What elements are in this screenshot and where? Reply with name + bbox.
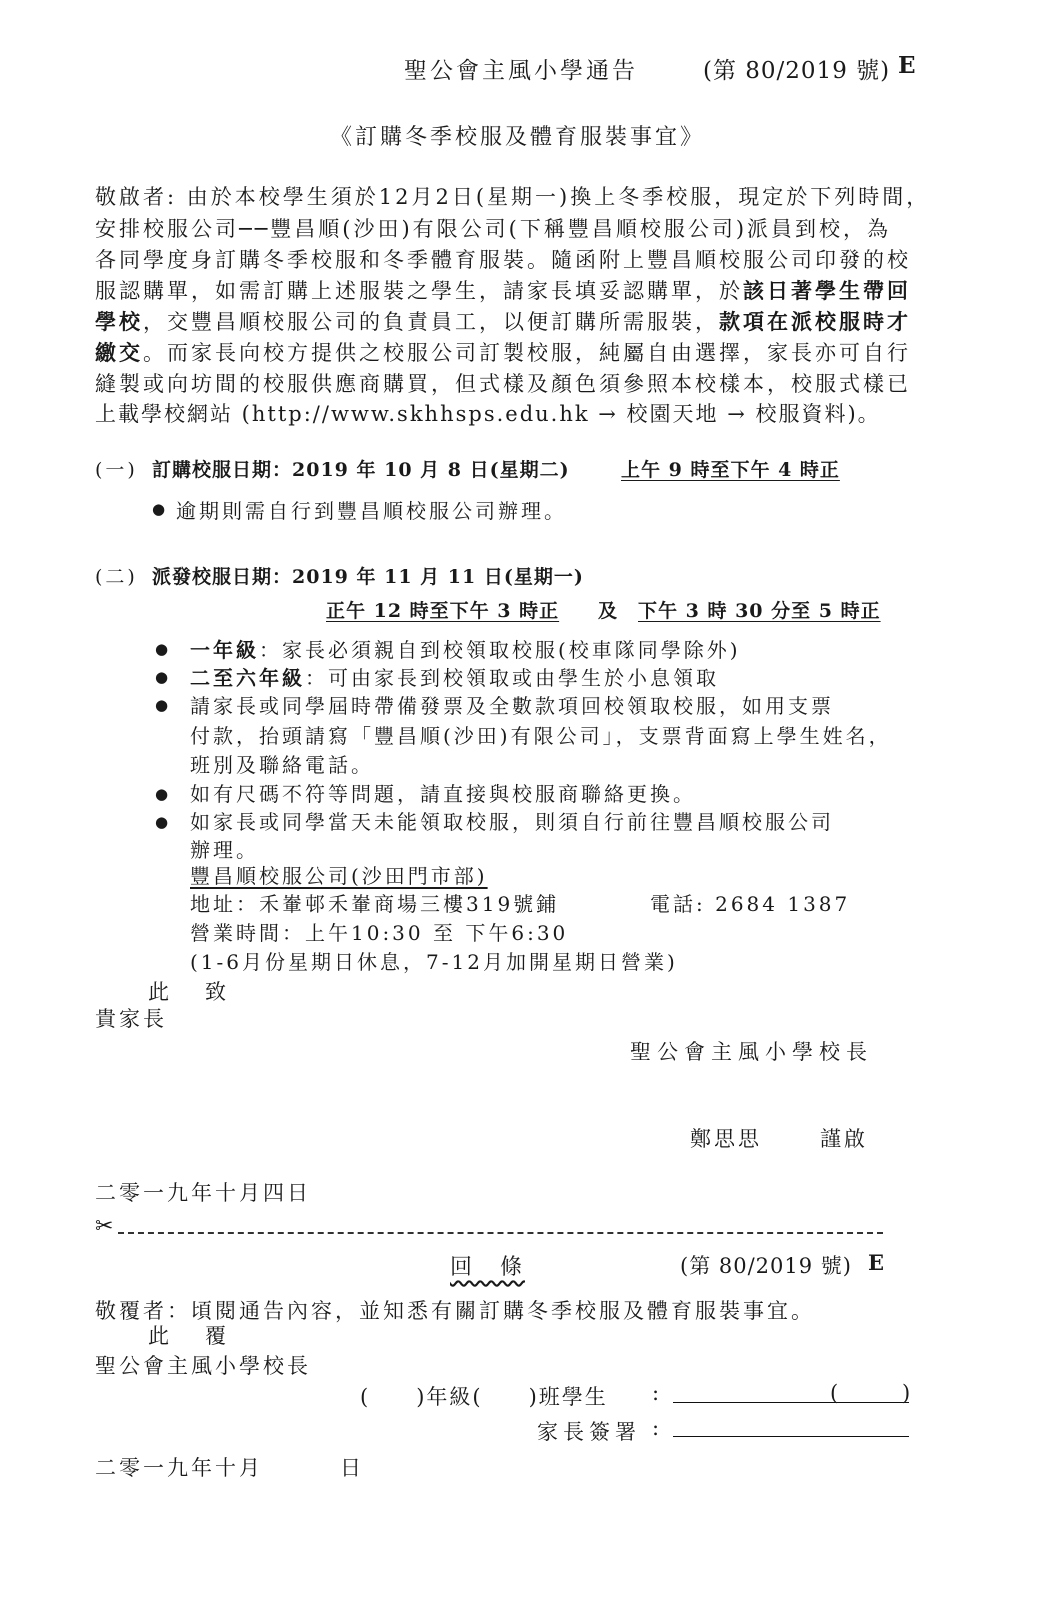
body-line-1: 敬啟者: 由於本校學生須於12月2日(星期一)換上冬季校服，現定於下列時間， [95,185,931,209]
body-line-7: 縫製或向坊間的校服供應商購買，但式樣及顏色須參照本校樣本，校服式樣已 [95,372,911,396]
body-line-5-text: ，交豐昌順校服公司的負責員工，以便訂購所需服裝， [143,310,719,334]
bullet-grade-1 [190,634,741,663]
reply-date: 二零一九年十月 [95,1456,263,1480]
reply-language-mark: E [868,1250,888,1275]
bullet-payment-line-2: 付款，抬頭請寫「豐昌順(沙田)有限公司」，支票背面寫上學生姓名， [190,724,892,748]
section-2-label: 派發校服日期：2019 年 11 月 11 日(星期一) [152,566,584,588]
body-bold-payment: 款項在派校服時才 [719,309,911,334]
body-line-4 [95,275,911,305]
body-line-6-bold: 繳交 [95,340,143,365]
closing-signature: 謹啟 [820,1127,868,1151]
body-line-4-text: 服認購單，如需訂購上述服裝之學生，請家長填妥認購單，於 [95,279,743,303]
reply-recipient: 聖公會主風小學校長 [95,1354,311,1378]
section-1-time: 上午 9 時至下午 4 時正 [621,459,840,481]
body-line-2: 安排校服公司──豐昌順(沙田)有限公司(下稱豐昌順校服公司)派員到校，為 [95,217,892,241]
principal-name: 鄭思思 [690,1127,762,1151]
body-line-8: 上載學校網站 (http://www.skhhsps.edu.hk → 校園天地 → 校服資料)。 [95,402,881,426]
scissors-icon: ✂ [95,1214,114,1239]
grade-2-6-text: ：可由家長到校領取或由學生於小息領取 [305,666,719,690]
bullet-collection-line-2: 辦理。 [190,838,259,862]
bullet-icon: ● [155,813,169,831]
section-1-label: 訂購校服日期：2019 年 10 月 8 日(星期二) [152,459,570,481]
shop-hours: 營業時間：上午10:30 至 下午6:30 [190,921,569,945]
body-line-3: 各同學度身訂購冬季校服和冬季體育服裝。隨函附上豐昌順校服公司印發的校 [95,248,911,272]
closing-recipient: 貴家長 [95,1007,167,1031]
bullet-collection-line-1: 如家長或同學當天未能領取校服，則須自行前往豐昌順校服公司 [190,810,834,834]
body-line-6-text: 。而家長向校方提供之校服公司訂製校服，純屬自由選擇，家長亦可自行 [143,341,911,365]
section-2-and: 及 [598,600,621,622]
student-name-field[interactable] [673,1402,909,1403]
reply-title: 回 條 [450,1255,526,1280]
reply-text: 敬覆者：頃閱通告內容，並知悉有關訂購冬季校服及體育服裝事宜。 [95,1299,815,1323]
bullet-payment-line-3: 班別及聯絡電話。 [190,753,374,777]
bullet-icon: ● [155,696,169,714]
body-line-5 [95,306,911,336]
reply-number: (第 80/2019 號) [680,1254,852,1278]
body-line-6 [95,337,911,367]
section-2-index: (二) [95,566,138,588]
grade-2-6-label: 二至六年級 [190,666,305,690]
bullet-icon: ● [152,500,166,518]
closing-ci: 此 [148,980,172,1004]
bullet-icon: ● [155,785,169,803]
grade-1-text: ：家長必須親自到校領取校服(校車隊同學除外) [259,638,741,662]
shop-name: 豐昌順校服公司(沙田門市部) [190,864,488,888]
section-2-time-1: 正午 12 時至下午 3 時正 [326,600,560,622]
bullet-icon: ● [155,640,169,658]
shop-hours-note: (1-6月份星期日休息，7-12月加開星期日營業) [190,950,678,974]
bullet-payment-line-1: 請家長或同學屆時帶備發票及全數款項回校領取校服，如用支票 [190,694,834,718]
student-number-close: ) [902,1381,914,1405]
cut-line [118,1232,883,1234]
closing-organization: 聖公會主風小學校長 [630,1040,873,1064]
body-line-5-bold: 學校 [95,309,143,334]
language-mark: E [898,52,919,79]
parent-signature-label: 家長簽署 [537,1420,641,1444]
reply-fu: 覆 [205,1324,229,1348]
shop-phone: 電話: 2684 1387 [650,892,851,916]
student-class-label: ( )年級( )班學生 [360,1385,608,1409]
notice-title: 聖公會主風小學通告 [404,58,638,84]
parent-signature-field[interactable] [673,1436,909,1437]
section-1-index: (一) [95,459,138,481]
notice-date: 二零一九年十月四日 [95,1181,311,1205]
reply-day: 日 [340,1456,364,1480]
bullet-grade-2-6 [190,662,719,691]
notice-subject: 《訂購冬季校服及體育服裝事宜》 [330,125,706,150]
section-2-time-2: 下午 3 時 30 分至 5 時正 [638,600,881,622]
student-number-open: ( [830,1381,842,1405]
closing-zhi: 致 [205,980,229,1004]
section-1-note: 逾期則需自行到豐昌順校服公司辦理。 [176,499,567,523]
student-colon: : [652,1381,663,1405]
notice-number: (第 80/2019 號) [703,58,891,84]
shop-address: 地址：禾輋邨禾輋商場三樓319號鋪 [190,892,560,916]
reply-ci: 此 [148,1324,172,1348]
body-bold-instruction: 該日著學生帶回 [743,278,911,303]
bullet-icon: ● [155,668,169,686]
bullet-size-exchange: 如有尺碼不符等問題，請直接與校服商聯絡更換。 [190,782,696,806]
parent-colon: : [652,1416,663,1440]
grade-1-label: 一年級 [190,638,259,662]
